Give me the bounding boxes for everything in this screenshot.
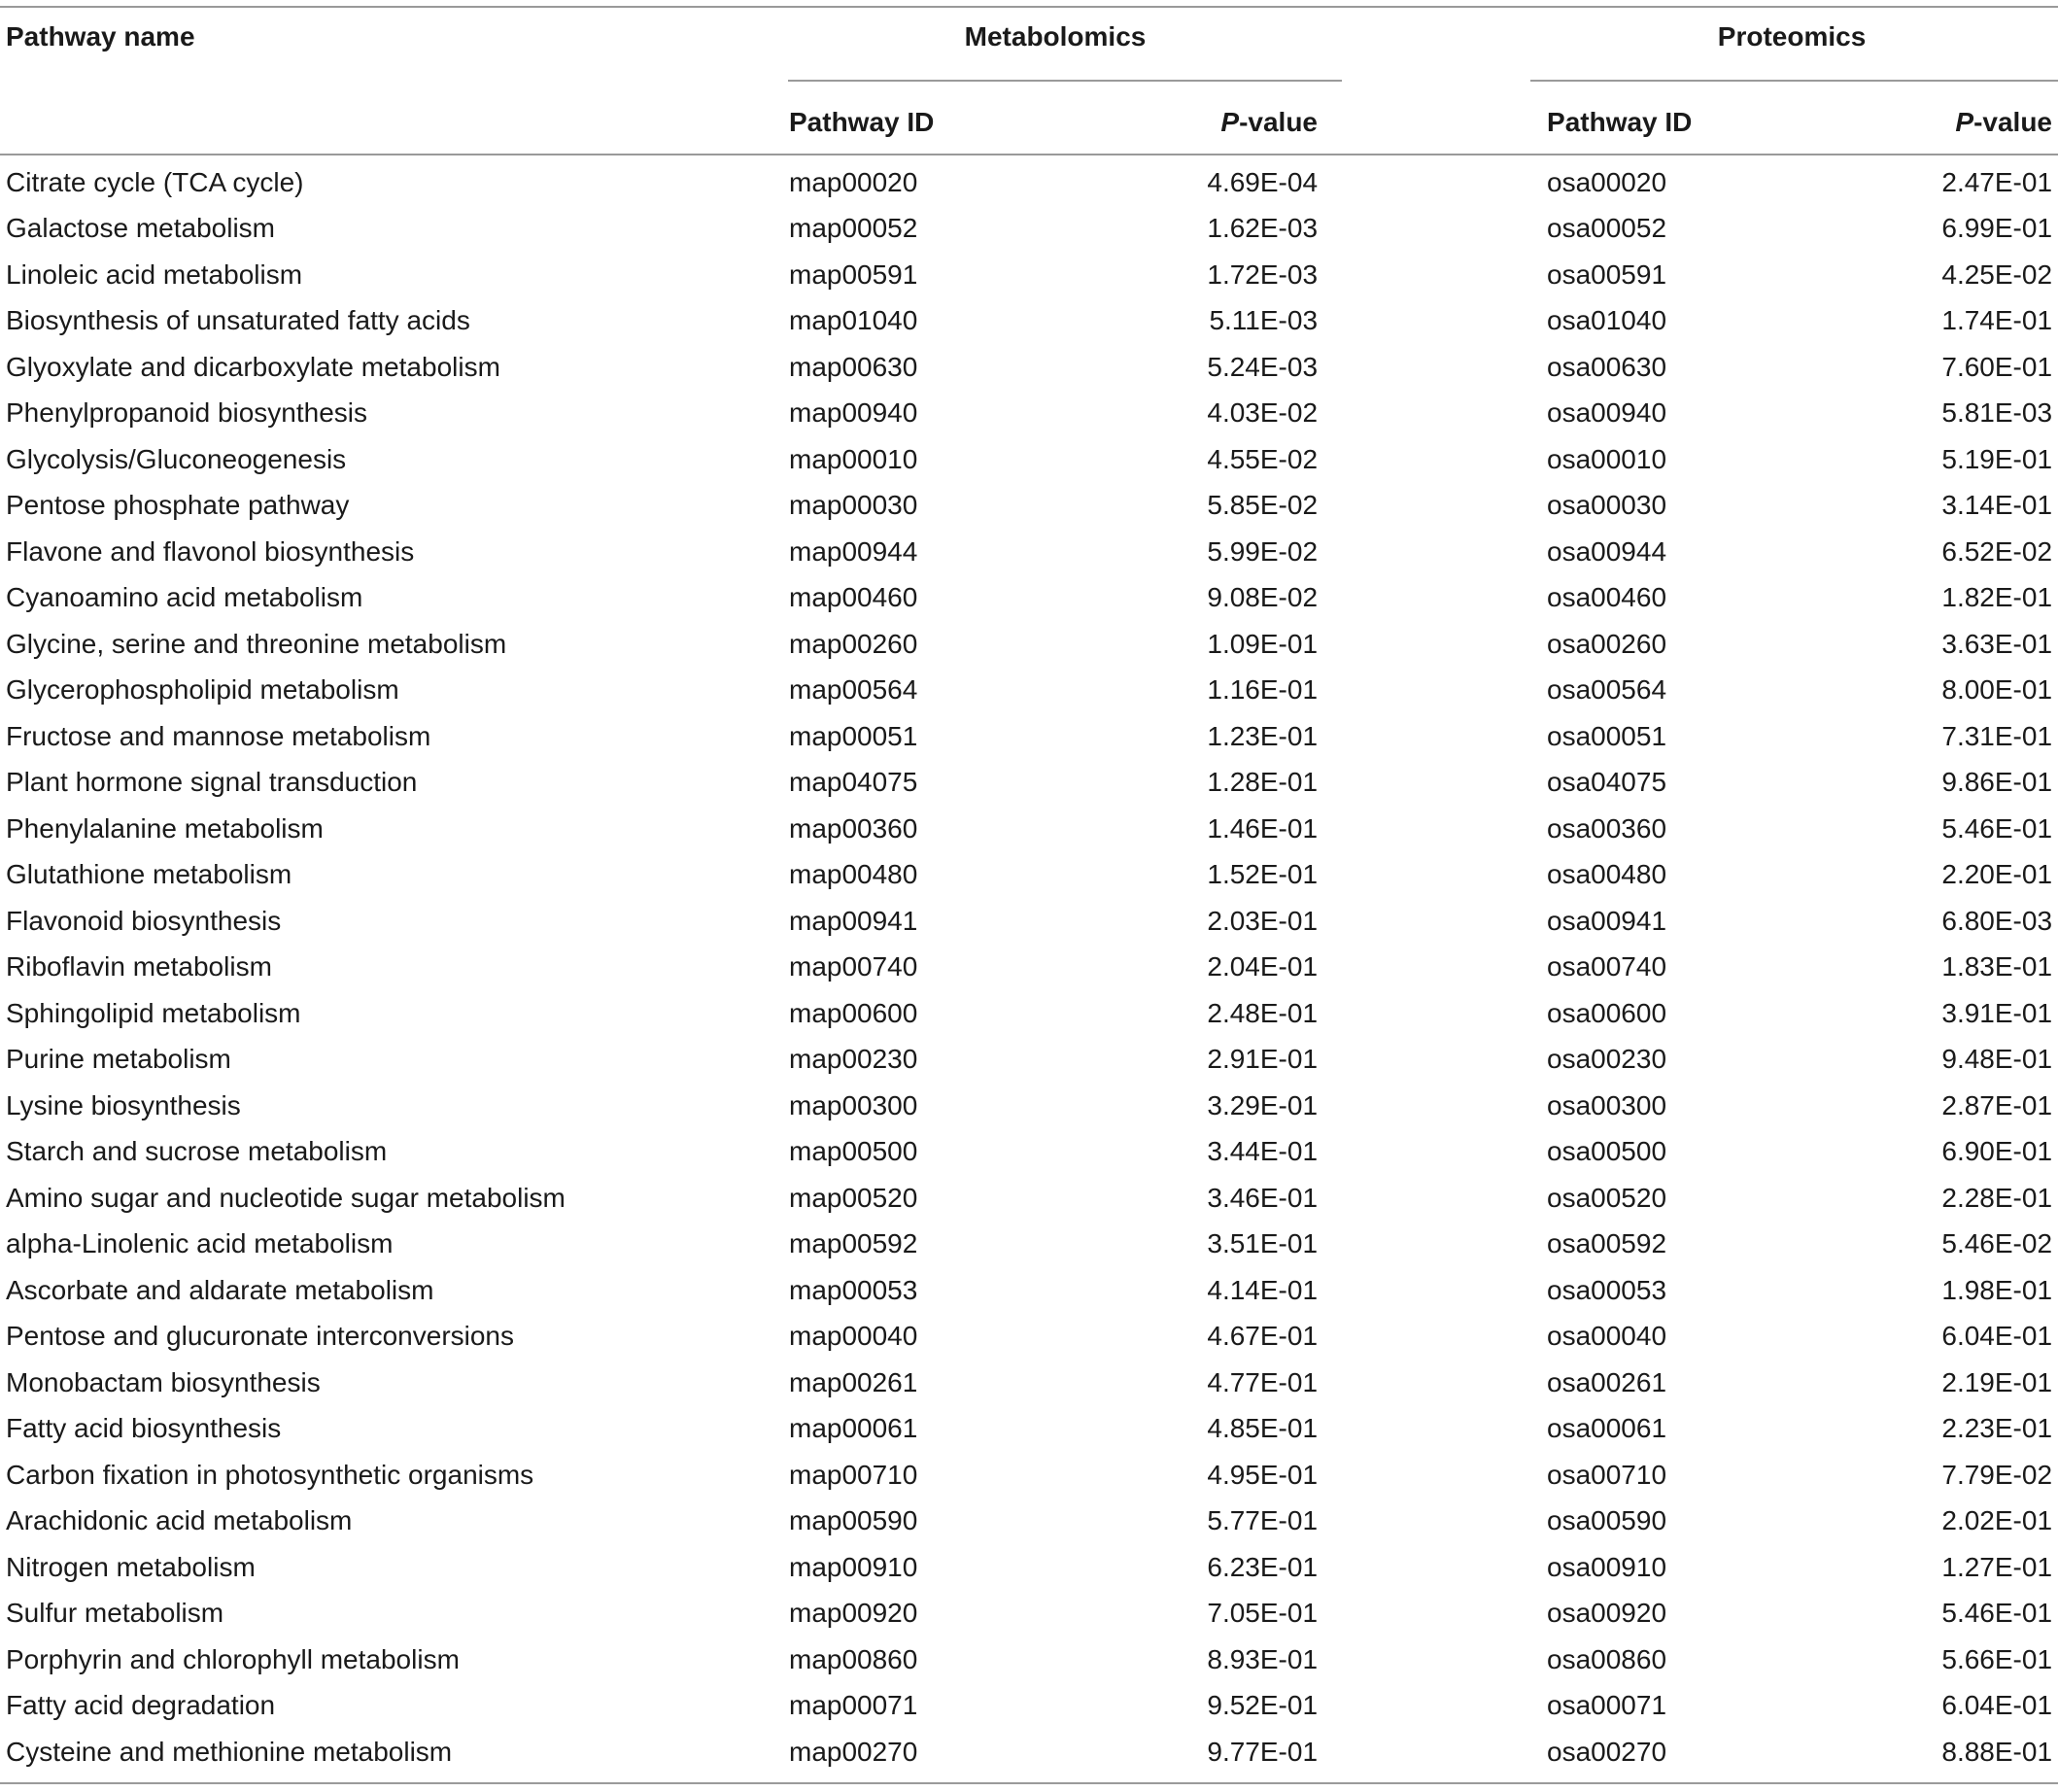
proteomics-p-value-cell: 6.90E-01 — [1941, 1136, 2053, 1167]
metabolomics-pathway-id-cell: map00860 — [789, 1643, 918, 1674]
pathway-name-cell: Fructose and mannose metabolism — [6, 720, 431, 751]
pathway-name-cell: Porphyrin and chlorophyll metabolism — [6, 1643, 460, 1674]
metabolomics-pathway-id-cell: map01040 — [789, 305, 918, 336]
proteomics-pathway-id-cell: osa00053 — [1547, 1274, 1667, 1305]
pathway-name-cell: Phenylpropanoid biosynthesis — [6, 397, 368, 429]
proteomics-p-value-cell: 6.52E-02 — [1941, 535, 2053, 567]
proteomics-p-value-cell: 6.04E-01 — [1941, 1321, 2053, 1352]
pathway-name-cell: Nitrogen metabolism — [6, 1551, 256, 1582]
proteomics-pathway-id-cell: osa00061 — [1547, 1413, 1667, 1444]
metabolomics-pathway-id-cell: map00020 — [789, 166, 918, 197]
metabolomics-p-value-cell: 5.85E-02 — [1207, 490, 1319, 521]
pathway-name-cell: Riboflavin metabolism — [6, 951, 272, 982]
table-row — [0, 436, 2058, 483]
table-header — [0, 8, 2058, 159]
metabolomics-pathway-id-cell: map00030 — [789, 490, 918, 521]
pathway-name-cell: Cysteine and methionine metabolism — [6, 1736, 453, 1767]
metabolomics-pathway-id-cell: map00051 — [789, 720, 918, 751]
spacer-cell — [1343, 945, 1526, 991]
spacer-cell — [1343, 575, 1526, 622]
pathway-name-cell: Sulfur metabolism — [6, 1598, 224, 1629]
table-row — [0, 1129, 2058, 1176]
metabolomics-pathway-id-cell: map00460 — [789, 582, 918, 613]
metabolomics-pathway-id-cell: map00564 — [789, 674, 918, 706]
pathway-name-cell: Biosynthesis of unsaturated fatty acids — [6, 305, 470, 336]
proteomics-pathway-id-cell: osa01040 — [1547, 305, 1667, 336]
table-row — [0, 852, 2058, 899]
spacer-cell — [1343, 529, 1526, 575]
pathway-name-cell: Pentose and glucuronate interconversions — [6, 1321, 515, 1352]
proteomics-pathway-id-cell: osa00270 — [1547, 1736, 1667, 1767]
proteomics-p-value-cell: 2.23E-01 — [1941, 1413, 2053, 1444]
proteomics-pathway-id-cell: osa00944 — [1547, 535, 1667, 567]
spacer-cell — [1343, 1083, 1526, 1129]
proteomics-p-value-cell: 9.86E-01 — [1941, 767, 2053, 798]
proteomics-pathway-id-cell: osa00460 — [1547, 582, 1667, 613]
p-value-suffix: -value — [1239, 107, 1319, 137]
proteomics-p-value-cell: 6.80E-03 — [1941, 905, 2053, 936]
table-row — [0, 1637, 2058, 1683]
proteomics-pathway-id-cell: osa04075 — [1547, 767, 1667, 798]
table-row — [0, 252, 2058, 298]
metabolomics-p-value-cell: 3.29E-01 — [1207, 1089, 1319, 1120]
table-bottom-rule — [0, 1782, 2058, 1784]
pathway-name-cell: Starch and sucrose metabolism — [6, 1136, 388, 1167]
table-row — [0, 391, 2058, 437]
metabolomics-pathway-id-cell: map00010 — [789, 443, 918, 474]
metabolomics-p-value-cell: 5.99E-02 — [1207, 535, 1319, 567]
proteomics-pathway-id-cell: osa00030 — [1547, 490, 1667, 521]
p-italic: P — [1955, 107, 1974, 137]
proteomics-pathway-id-cell: osa00071 — [1547, 1690, 1667, 1721]
spacer-cell — [1343, 391, 1526, 437]
metabolomics-pathway-id-cell: map00500 — [789, 1136, 918, 1167]
proteomics-p-value-cell: 1.82E-01 — [1941, 582, 2053, 613]
table-row — [0, 1729, 2058, 1775]
spacer-cell — [1343, 436, 1526, 483]
proteomics-p-value-cell: 5.46E-01 — [1941, 1598, 2053, 1629]
metabolomics-pathway-id-cell: map00941 — [789, 905, 918, 936]
table-row — [0, 344, 2058, 391]
proteomics-p-value-cell: 5.46E-02 — [1941, 1228, 2053, 1259]
table-row — [0, 990, 2058, 1037]
pathway-name-cell: Glycolysis/Gluconeogenesis — [6, 443, 347, 474]
table-row — [0, 575, 2058, 622]
proteomics-pathway-id-header: Pathway ID — [1547, 107, 1693, 137]
metabolomics-pathway-id-cell: map00300 — [789, 1089, 918, 1120]
pathway-table — [0, 8, 2058, 1775]
metabolomics-pathway-id-cell: map00040 — [789, 1321, 918, 1352]
spacer-cell — [1343, 1129, 1526, 1176]
proteomics-p-value-cell: 1.98E-01 — [1941, 1274, 2053, 1305]
proteomics-pathway-id-cell: osa00300 — [1547, 1089, 1667, 1120]
spacer-cell — [1343, 1591, 1526, 1637]
proteomics-p-value-cell: 2.02E-01 — [1941, 1505, 2053, 1536]
proteomics-p-value-cell: 6.99E-01 — [1941, 213, 2053, 244]
proteomics-pathway-id-cell: osa00860 — [1547, 1643, 1667, 1674]
proteomics-pathway-id-cell: osa00710 — [1547, 1459, 1667, 1490]
spacer-cell — [1343, 1037, 1526, 1084]
metabolomics-pathway-id-cell: map00053 — [789, 1274, 918, 1305]
metabolomics-pathway-id-cell: map00261 — [789, 1366, 918, 1397]
table-row — [0, 1683, 2058, 1730]
metabolomics-pathway-id-cell: map00590 — [789, 1505, 918, 1536]
proteomics-pathway-id-cell: osa00591 — [1547, 258, 1667, 290]
metabolomics-p-value-cell: 2.91E-01 — [1207, 1044, 1319, 1075]
table-row — [0, 1591, 2058, 1637]
metabolomics-pathway-id-header: Pathway ID — [789, 107, 935, 137]
proteomics-p-value-cell: 2.47E-01 — [1941, 166, 2053, 197]
pathway-name-cell: Amino sugar and nucleotide sugar metabolism — [6, 1182, 566, 1213]
table-row — [0, 1406, 2058, 1453]
table-row — [0, 1222, 2058, 1268]
metabolomics-pathway-id-cell: map00230 — [789, 1044, 918, 1075]
pathway-name-cell: Sphingolipid metabolism — [6, 997, 301, 1028]
proteomics-pathway-id-cell: osa00940 — [1547, 397, 1667, 429]
pathway-name-cell: Fatty acid degradation — [6, 1690, 276, 1721]
metabolomics-pathway-id-cell: map00740 — [789, 951, 918, 982]
spacer-cell — [1343, 898, 1526, 945]
metabolomics-p-value-cell: 2.03E-01 — [1207, 905, 1319, 936]
metabolomics-p-value-cell: 2.48E-01 — [1207, 997, 1319, 1028]
pathway-name-cell: Fatty acid biosynthesis — [6, 1413, 282, 1444]
spacer-cell — [1343, 206, 1526, 253]
proteomics-p-value-cell: 3.63E-01 — [1941, 628, 2053, 659]
proteomics-pathway-id-cell: osa00520 — [1547, 1182, 1667, 1213]
metabolomics-p-value-cell: 5.77E-01 — [1207, 1505, 1319, 1536]
spacer-cell — [1343, 1729, 1526, 1775]
spacer-cell — [1343, 852, 1526, 899]
spacer-cell — [1343, 1314, 1526, 1361]
table-row — [0, 1314, 2058, 1361]
pathway-name-cell: Glutathione metabolism — [6, 859, 292, 890]
metabolomics-pathway-id-cell: map00600 — [789, 997, 918, 1028]
metabolomics-p-value-header — [1030, 86, 1343, 159]
pathway-name-cell: Carbon fixation in photosynthetic organisms — [6, 1459, 534, 1490]
metabolomics-pathway-id-cell: map00520 — [789, 1182, 918, 1213]
table-row — [0, 1037, 2058, 1084]
pathway-name-header: Pathway name — [6, 21, 195, 52]
metabolomics-p-value-cell: 5.24E-03 — [1207, 351, 1319, 382]
proteomics-p-value-cell: 1.74E-01 — [1941, 305, 2053, 336]
table-row — [0, 206, 2058, 253]
metabolomics-p-value-cell: 4.03E-02 — [1207, 397, 1319, 429]
spacer-cell — [1343, 1267, 1526, 1314]
proteomics-p-value-cell: 2.19E-01 — [1941, 1366, 2053, 1397]
metabolomics-pathway-id-cell: map00052 — [789, 213, 918, 244]
metabolomics-header: Metabolomics — [964, 21, 1147, 52]
metabolomics-p-value-cell: 8.93E-01 — [1207, 1643, 1319, 1674]
proteomics-pathway-id-cell: osa00590 — [1547, 1505, 1667, 1536]
metabolomics-p-value-cell: 1.46E-01 — [1207, 812, 1319, 844]
spacer-cell — [1343, 668, 1526, 714]
table-row — [0, 1175, 2058, 1222]
metabolomics-pathway-id-cell: map00260 — [789, 628, 918, 659]
proteomics-pathway-id-cell: osa00040 — [1547, 1321, 1667, 1352]
metabolomics-p-value-cell: 3.44E-01 — [1207, 1136, 1319, 1167]
metabolomics-p-value-cell: 1.62E-03 — [1207, 213, 1319, 244]
proteomics-pathway-id-cell: osa00010 — [1547, 443, 1667, 474]
metabolomics-pathway-id-cell: map00910 — [789, 1551, 918, 1582]
proteomics-p-value-cell: 2.20E-01 — [1941, 859, 2053, 890]
proteomics-p-value-cell: 6.04E-01 — [1941, 1690, 2053, 1721]
pathway-name-cell: Glycine, serine and threonine metabolism — [6, 628, 507, 659]
table-row — [0, 1360, 2058, 1406]
metabolomics-p-value-cell: 1.72E-03 — [1207, 258, 1319, 290]
spacer-cell — [1343, 1406, 1526, 1453]
table-row — [0, 483, 2058, 530]
proteomics-pathway-id-cell: osa00360 — [1547, 812, 1667, 844]
pathway-name-cell: Flavone and flavonol biosynthesis — [6, 535, 415, 567]
proteomics-p-value-cell: 2.87E-01 — [1941, 1089, 2053, 1120]
proteomics-pathway-id-cell: osa00592 — [1547, 1228, 1667, 1259]
proteomics-pathway-id-cell: osa00564 — [1547, 674, 1667, 706]
spacer-cell — [1343, 1360, 1526, 1406]
metabolomics-pathway-id-cell: map00061 — [789, 1413, 918, 1444]
pathway-name-cell: Ascorbate and aldarate metabolism — [6, 1274, 434, 1305]
proteomics-p-value-cell: 8.88E-01 — [1941, 1736, 2053, 1767]
metabolomics-pathway-id-cell: map00630 — [789, 351, 918, 382]
spacer-cell — [1343, 159, 1526, 206]
table-row — [0, 1267, 2058, 1314]
metabolomics-p-value-cell: 4.95E-01 — [1207, 1459, 1319, 1490]
spacer-cell — [1343, 1222, 1526, 1268]
proteomics-p-value-cell: 7.79E-02 — [1941, 1459, 2053, 1490]
metabolomics-pathway-id-cell: map00360 — [789, 812, 918, 844]
metabolomics-p-value-cell: 4.67E-01 — [1207, 1321, 1319, 1352]
metabolomics-p-value-cell: 1.09E-01 — [1207, 628, 1319, 659]
spacer-cell — [1343, 252, 1526, 298]
metabolomics-p-value-cell: 6.23E-01 — [1207, 1551, 1319, 1582]
metabolomics-p-value-cell: 9.52E-01 — [1207, 1690, 1319, 1721]
p-value-suffix: -value — [1973, 107, 2053, 137]
pathway-name-cell: Cyanoamino acid metabolism — [6, 582, 363, 613]
pathway-name-cell: Phenylalanine metabolism — [6, 812, 324, 844]
table-row — [0, 668, 2058, 714]
pathway-name-cell: Pentose phosphate pathway — [6, 490, 350, 521]
table-row — [0, 898, 2058, 945]
pathway-name-cell: alpha-Linolenic acid metabolism — [6, 1228, 394, 1259]
metabolomics-p-value-cell: 3.51E-01 — [1207, 1228, 1319, 1259]
proteomics-p-value-cell: 3.14E-01 — [1941, 490, 2053, 521]
pathway-name-cell: Purine metabolism — [6, 1044, 231, 1075]
pathway-name-cell: Glycerophospholipid metabolism — [6, 674, 399, 706]
proteomics-pathway-id-cell: osa00910 — [1547, 1551, 1667, 1582]
spacer-cell — [1343, 621, 1526, 668]
table-row — [0, 945, 2058, 991]
metabolomics-pathway-id-cell: map00071 — [789, 1690, 918, 1721]
proteomics-pathway-id-cell: osa00261 — [1547, 1366, 1667, 1397]
spacer-cell — [1343, 713, 1526, 760]
pathway-name-cell: Flavonoid biosynthesis — [6, 905, 282, 936]
proteomics-p-value-cell: 7.60E-01 — [1941, 351, 2053, 382]
spacer-cell — [1343, 990, 1526, 1037]
proteomics-p-value-cell: 4.25E-02 — [1941, 258, 2053, 290]
table-row — [0, 1083, 2058, 1129]
table-row — [0, 621, 2058, 668]
proteomics-pathway-id-cell: osa00500 — [1547, 1136, 1667, 1167]
table-row — [0, 529, 2058, 575]
pathway-name-cell: Plant hormone signal transduction — [6, 767, 418, 798]
proteomics-p-value-cell: 5.81E-03 — [1941, 397, 2053, 429]
spacer-cell — [1343, 760, 1526, 807]
pathway-name-cell: Linoleic acid metabolism — [6, 258, 303, 290]
spacer-cell — [1343, 1452, 1526, 1499]
proteomics-p-value-cell: 5.19E-01 — [1941, 443, 2053, 474]
spacer-cell — [1343, 1499, 1526, 1545]
proteomics-pathway-id-cell: osa00051 — [1547, 720, 1667, 751]
proteomics-p-value-cell: 5.66E-01 — [1941, 1643, 2053, 1674]
table-row — [0, 159, 2058, 206]
proteomics-p-value-cell: 1.27E-01 — [1941, 1551, 2053, 1582]
metabolomics-p-value-cell: 4.85E-01 — [1207, 1413, 1319, 1444]
metabolomics-p-value-cell: 4.77E-01 — [1207, 1366, 1319, 1397]
table-body — [0, 159, 2058, 1775]
metabolomics-pathway-id-cell: map00710 — [789, 1459, 918, 1490]
proteomics-pathway-id-cell: osa00920 — [1547, 1598, 1667, 1629]
spacer-cell — [1343, 483, 1526, 530]
table-row — [0, 1499, 2058, 1545]
metabolomics-p-value-cell: 1.23E-01 — [1207, 720, 1319, 751]
table-row — [0, 806, 2058, 852]
metabolomics-pathway-id-cell: map00944 — [789, 535, 918, 567]
metabolomics-p-value-cell: 4.55E-02 — [1207, 443, 1319, 474]
pathway-name-cell: Arachidonic acid metabolism — [6, 1505, 353, 1536]
proteomics-pathway-id-cell: osa00630 — [1547, 351, 1667, 382]
proteomics-p-value-cell: 5.46E-01 — [1941, 812, 2053, 844]
metabolomics-p-value-cell: 9.77E-01 — [1207, 1736, 1319, 1767]
metabolomics-pathway-id-cell: map00591 — [789, 258, 918, 290]
metabolomics-p-value-cell: 1.52E-01 — [1207, 859, 1319, 890]
spacer-cell — [1343, 1544, 1526, 1591]
metabolomics-pathway-id-cell: map00480 — [789, 859, 918, 890]
spacer-cell — [1343, 344, 1526, 391]
table-row — [0, 713, 2058, 760]
proteomics-pathway-id-cell: osa00600 — [1547, 997, 1667, 1028]
pathway-name-cell: Galactose metabolism — [6, 213, 276, 244]
metabolomics-p-value-cell: 3.46E-01 — [1207, 1182, 1319, 1213]
proteomics-pathway-id-cell: osa00230 — [1547, 1044, 1667, 1075]
proteomics-p-value-cell: 7.31E-01 — [1941, 720, 2053, 751]
metabolomics-p-value-cell: 4.69E-04 — [1207, 166, 1319, 197]
p-italic: P — [1220, 107, 1240, 137]
proteomics-pathway-id-cell: osa00020 — [1547, 166, 1667, 197]
proteomics-p-value-cell: 8.00E-01 — [1941, 674, 2053, 706]
proteomics-pathway-id-cell: osa00052 — [1547, 213, 1667, 244]
metabolomics-p-value-cell: 2.04E-01 — [1207, 951, 1319, 982]
metabolomics-pathway-id-cell: map00940 — [789, 397, 918, 429]
metabolomics-p-value-cell: 9.08E-02 — [1207, 582, 1319, 613]
proteomics-pathway-id-cell: osa00941 — [1547, 905, 1667, 936]
metabolomics-p-value-cell: 1.28E-01 — [1207, 767, 1319, 798]
proteomics-p-value-cell: 2.28E-01 — [1941, 1182, 2053, 1213]
metabolomics-p-value-cell: 1.16E-01 — [1207, 674, 1319, 706]
table-row — [0, 1452, 2058, 1499]
proteomics-p-value-cell: 9.48E-01 — [1941, 1044, 2053, 1075]
pathway-name-cell: Citrate cycle (TCA cycle) — [6, 166, 304, 197]
metabolomics-pathway-id-cell: map04075 — [789, 767, 918, 798]
spacer-cell — [1343, 1175, 1526, 1222]
table-row — [0, 298, 2058, 345]
proteomics-p-value-header — [1807, 86, 2058, 159]
metabolomics-pathway-id-cell: map00920 — [789, 1598, 918, 1629]
metabolomics-pathway-id-cell: map00592 — [789, 1228, 918, 1259]
metabolomics-p-value-cell: 7.05E-01 — [1207, 1598, 1319, 1629]
proteomics-p-value-cell: 1.83E-01 — [1941, 951, 2053, 982]
proteomics-header: Proteomics — [1717, 21, 1867, 52]
proteomics-pathway-id-cell: osa00740 — [1547, 951, 1667, 982]
metabolomics-p-value-cell: 4.14E-01 — [1207, 1274, 1319, 1305]
spacer-cell — [1343, 298, 1526, 345]
spacer-cell — [1343, 1683, 1526, 1730]
table-row — [0, 1544, 2058, 1591]
spacer-cell — [1343, 806, 1526, 852]
proteomics-pathway-id-cell: osa00480 — [1547, 859, 1667, 890]
pathway-name-cell: Lysine biosynthesis — [6, 1089, 241, 1120]
pathway-name-cell: Glyoxylate and dicarboxylate metabolism — [6, 351, 500, 382]
proteomics-pathway-id-cell: osa00260 — [1547, 628, 1667, 659]
pathway-name-cell: Monobactam biosynthesis — [6, 1366, 321, 1397]
spacer-cell — [1343, 1637, 1526, 1683]
metabolomics-pathway-id-cell: map00270 — [789, 1736, 918, 1767]
metabolomics-p-value-cell: 5.11E-03 — [1209, 305, 1319, 336]
table-row — [0, 760, 2058, 807]
proteomics-p-value-cell: 3.91E-01 — [1941, 997, 2053, 1028]
